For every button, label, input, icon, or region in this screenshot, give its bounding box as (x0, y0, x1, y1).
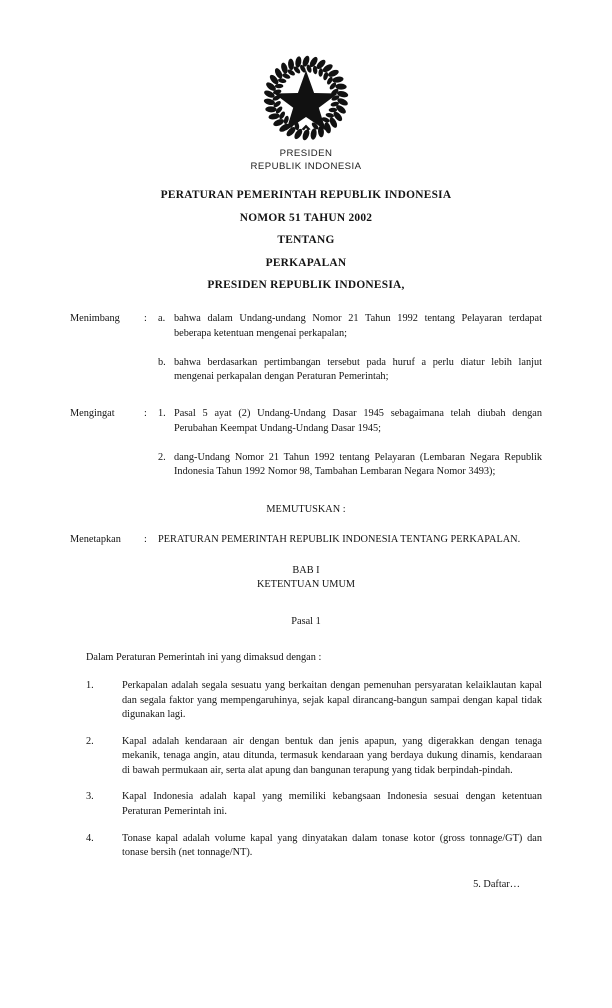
document-title-block (0, 184, 612, 297)
definition-item-text: Kapal adalah kendaraan air dengan bentuk dan jenis apapun, yang digerakkan dengan tenaga mekanik, tenaga angin, atau ditunda, termasuk kendaraan yang berdaya dukung dinamis, kendaraan di bawah permukaan air, serta alat apung dan bangunan terapung yang tidak berpindah-pindah. (122, 735, 542, 776)
menimbang-item (158, 356, 542, 385)
page-catchword: 5. Daftar… (473, 878, 520, 890)
definitions-list (86, 679, 542, 861)
title-tentang-label: TENTANG (277, 234, 335, 247)
mengingat-item-text: dang-Undang Nomor 21 Tahun 1992 tentang Pelayaran (Lembaran Negara Republik Indonesia Tahun 1992 Nomor 98, Tambahan Lembaran Negara Nomor 3493); (174, 451, 542, 478)
menetapkan-clause (70, 533, 542, 548)
definitions-intro: Dalam Peraturan Pemerintah ini yang dimaksud dengan : (86, 652, 322, 664)
menimbang-clause (70, 312, 542, 385)
title-number-year: NOMOR 51 TAHUN 2002 (239, 211, 373, 224)
emblem-block (0, 52, 612, 173)
title-subject: PERKAPALAN (265, 256, 347, 269)
title-regulation-name: PERATURAN PEMERINTAH REPUBLIK INDONESIA (160, 189, 452, 201)
mengingat-items (158, 407, 542, 480)
menimbang-colon: : (144, 313, 147, 324)
spacer (70, 548, 542, 564)
emblem-caption-line-1: PRESIDEN (279, 148, 333, 159)
menimbang-item-marker: a. (158, 313, 166, 324)
menimbang-item-text: bahwa dalam Undang-undang Nomor 21 Tahun 1992 tentang Pelayaran terdapat beberapa ketentuan mengenai perkapalan; (174, 313, 542, 339)
mengingat-item (158, 407, 542, 436)
definition-item-text: Tonase kapal adalah volume kapal yang dinyatakan dalam tonase kotor (gross tonnage/GT) dan tonase bersih (net tonnage/NT). (122, 832, 542, 859)
mengingat-item-text: Pasal 5 ayat (2) Undang-Undang Dasar 1945 sebagaimana telah diubah dengan Perubahan Keempat Undang-Undang Dasar 1945; (174, 407, 542, 434)
spacer (70, 480, 542, 502)
spacer (70, 385, 542, 407)
spacer (70, 517, 542, 533)
title-president-line: PRESIDEN REPUBLIK INDONESIA, (207, 279, 405, 292)
mengingat-item (158, 451, 542, 480)
menimbang-item (158, 312, 542, 341)
memutuskan-heading: MEMUTUSKAN : (266, 503, 346, 515)
mengingat-colon: : (144, 407, 147, 419)
bab-number: BAB I (292, 564, 320, 576)
definition-item (86, 679, 542, 723)
menetapkan-colon: : (144, 533, 147, 545)
definition-item (86, 832, 542, 861)
spacer (70, 629, 542, 651)
menimbang-items (158, 312, 542, 385)
menetapkan-text: PERATURAN PEMERINTAH REPUBLIK INDONESIA TENTANG PERKAPALAN. (158, 533, 521, 545)
definition-item-text: Perkapalan adalah segala sesuatu yang berkaitan dengan pemenuhan persyaratan kelaiklautan kapal dan segala faktor yang mempengaruhinya, sejak kapal dirancang-bangun sampai dengan kapal tidak digunakan lagi. (122, 679, 542, 721)
pasal-number: Pasal 1 (291, 615, 321, 627)
definition-item (86, 735, 542, 779)
definition-item (86, 790, 542, 819)
definition-item-marker: 4. (86, 832, 94, 844)
emblem-caption (0, 148, 612, 173)
emblem-caption-line-2: REPUBLIK INDONESIA (250, 160, 362, 172)
mengingat-item-marker: 2. (158, 451, 166, 463)
bab-title: KETENTUAN UMUM (256, 579, 356, 591)
definition-item-marker: 3. (86, 791, 94, 803)
definition-item-marker: 1. (86, 679, 94, 691)
definition-item-marker: 2. (86, 735, 94, 747)
menimbang-item-marker: b. (158, 356, 166, 368)
document-body (70, 312, 542, 892)
garuda-star-wreath-emblem (260, 52, 352, 144)
spacer (70, 593, 542, 615)
mengingat-clause (70, 407, 542, 480)
mengingat-item-marker: 1. (158, 407, 166, 419)
menetapkan-label: Menetapkan (70, 533, 121, 545)
menimbang-item-text: bahwa berdasarkan pertimbangan tersebut pada huruf a perlu diatur lebih lanjut mengenai perkapalan dengan Peraturan Pemerintah; (174, 356, 542, 383)
mengingat-label: Mengingat (70, 407, 115, 419)
menimbang-label: Menimbang (70, 313, 120, 324)
definition-item-text: Kapal Indonesia adalah kapal yang memiliki kebangsaan Indonesia sesuai dengan ketentuan Peraturan Pemerintah ini. (122, 791, 542, 818)
